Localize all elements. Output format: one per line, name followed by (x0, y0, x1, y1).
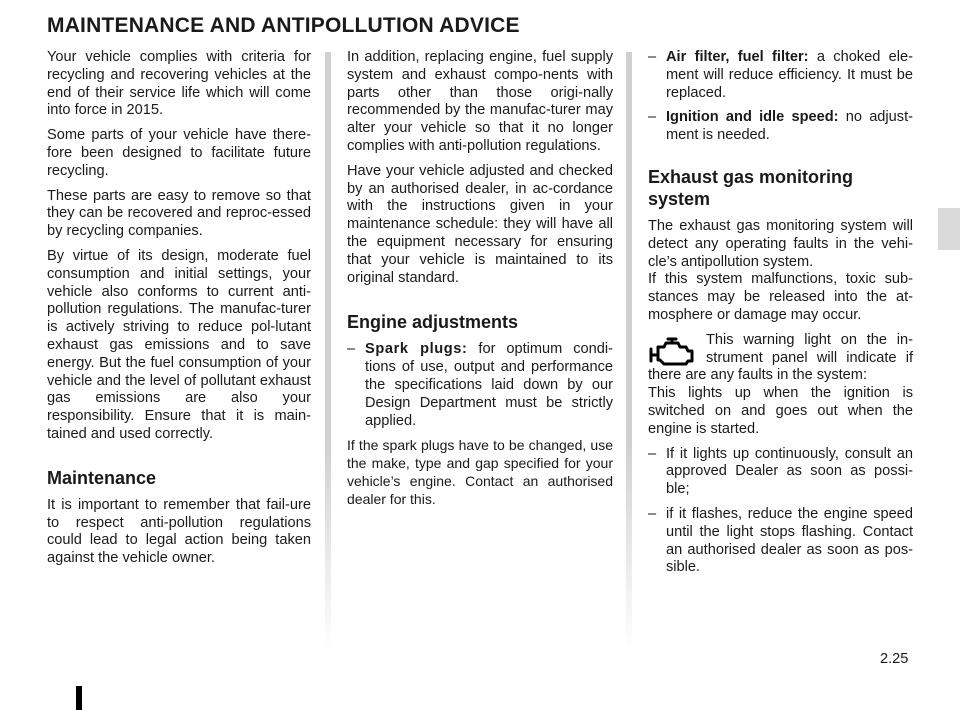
list-item-air-filter: – Air filter, fuel filter: a choked ele-ment will reduce efficiency. It must be replaced. (648, 49, 913, 101)
column-divider-left (325, 52, 331, 652)
page-title: MAINTENANCE AND ANTIPOLLUTION ADVICE (47, 14, 520, 37)
paragraph-maintenance: It is important to remember that fail-ure to respect anti-pollution regulations could lead to legal action being taken against the vehicle owner. (47, 496, 311, 567)
list-item-continuous: – If it lights up continuously, consult an approved Dealer as soon as possi-ble; (648, 445, 913, 498)
air-filter-text: a choked ele-ment will reduce efficiency. It must be replaced. (666, 49, 913, 101)
corner-mark (76, 686, 82, 710)
heading-maintenance: Maintenance (47, 467, 157, 488)
list-item-flashes: – if it flashes, reduce the engine speed until the light stops flashing. Contact an authorised dealer as soon as pos-sible. (648, 505, 913, 576)
paragraph-antipollution: By virtue of its design, moderate fuel consumption and initial settings, your vehicle also conforms to current anti-pollution regulations. The manufac-turer is actively striving to reduce pol-lutant exhaust gas emissions and to save energy. But the fuel consumption of your vehicle and the level of pollutant exhaust gas emissions are also your responsibility. Ensure that it is main-tained and used correctly. (47, 247, 311, 442)
list-item-ignition: – Ignition and idle speed: no adjust-ment is needed. (648, 109, 913, 144)
page-number: 2.25 (880, 651, 909, 667)
warning-light-text: This warning light on the in-strument panel will indicate if there are any faults in the system: (648, 331, 913, 384)
flashes-text: if it flashes, reduce the engine speed until the light stops flashing. Contact an authorised dealer as soon as pos-sible. (666, 505, 913, 576)
list-item-spark-plugs: – Spark plugs: for optimum condi-tions of use, output and performance the specifications laid down by our Design Department must be strictly applied. (347, 341, 613, 429)
continuous-text: If it lights up continuously, consult an approved Dealer as soon as possi-ble; (666, 445, 913, 498)
air-filter-label: Air filter, fuel filter: (666, 49, 809, 65)
column-divider-right (626, 52, 632, 652)
column-middle (347, 49, 613, 516)
paragraph-lights-up: This lights up when the ignition is switched on and goes out when the engine is started. (648, 385, 913, 437)
paragraph-parts-removal: These parts are easy to remove so that they can be recovered and reproc-essed by recycling companies. (47, 187, 311, 240)
paragraph-recycling-criteria: Your vehicle complies with criteria for recycling and recovering vehicles at the end of their service life which will come into force in 2015. (47, 49, 311, 119)
column-right (648, 49, 913, 584)
ignition-label: Ignition and idle speed: (666, 109, 839, 126)
note-spark-plugs: If the spark plugs have to be changed, use the make, type and gap specified for your vehicle’s engine. Contact an authorised dealer for this. (347, 437, 613, 507)
paragraph-adjusted-checked: Have your vehicle adjusted and checked by an authorised dealer, in ac-cordance with the instructions given in your maintenance schedule: they will have all the equipment necessary for ensuring that your vehicle is maintained to its original standard. (347, 162, 613, 286)
paragraph-exhaust-detect: The exhaust gas monitoring system will detect any operating faults in the vehi-cle’s antipollution system. (648, 217, 913, 270)
column-left (47, 49, 311, 575)
spark-plugs-label: Spark plugs: (365, 341, 468, 358)
paragraph-recycling-design: Some parts of your vehicle have there-fore been designed to facilitate future recycling. (47, 127, 311, 179)
engine-warning-icon (648, 335, 698, 367)
warning-light-block (648, 332, 913, 385)
heading-engine-adjustments: Engine adjustments (347, 312, 519, 333)
ignition-text: no adjust-ment is needed. (666, 109, 913, 144)
spark-plugs-text: for optimum condi-tions of use, output and performance the specifications laid down by our Design Department must be strictly applied. (365, 341, 613, 429)
paragraph-exhaust-malfunction: If this system malfunctions, toxic sub-stances may be released into the at-mosphere or damage may occur. (648, 271, 913, 323)
heading-exhaust-monitoring: Exhaust gas monitoring system (648, 166, 854, 209)
paragraph-replacing-parts: In addition, replacing engine, fuel supply system and exhaust compo-nents with parts other than those origi-nally recommended by the manufac-turer may alter your vehicle so that it no longer complies with anti-pollution regulations. (347, 49, 613, 154)
chapter-tab (938, 208, 960, 250)
